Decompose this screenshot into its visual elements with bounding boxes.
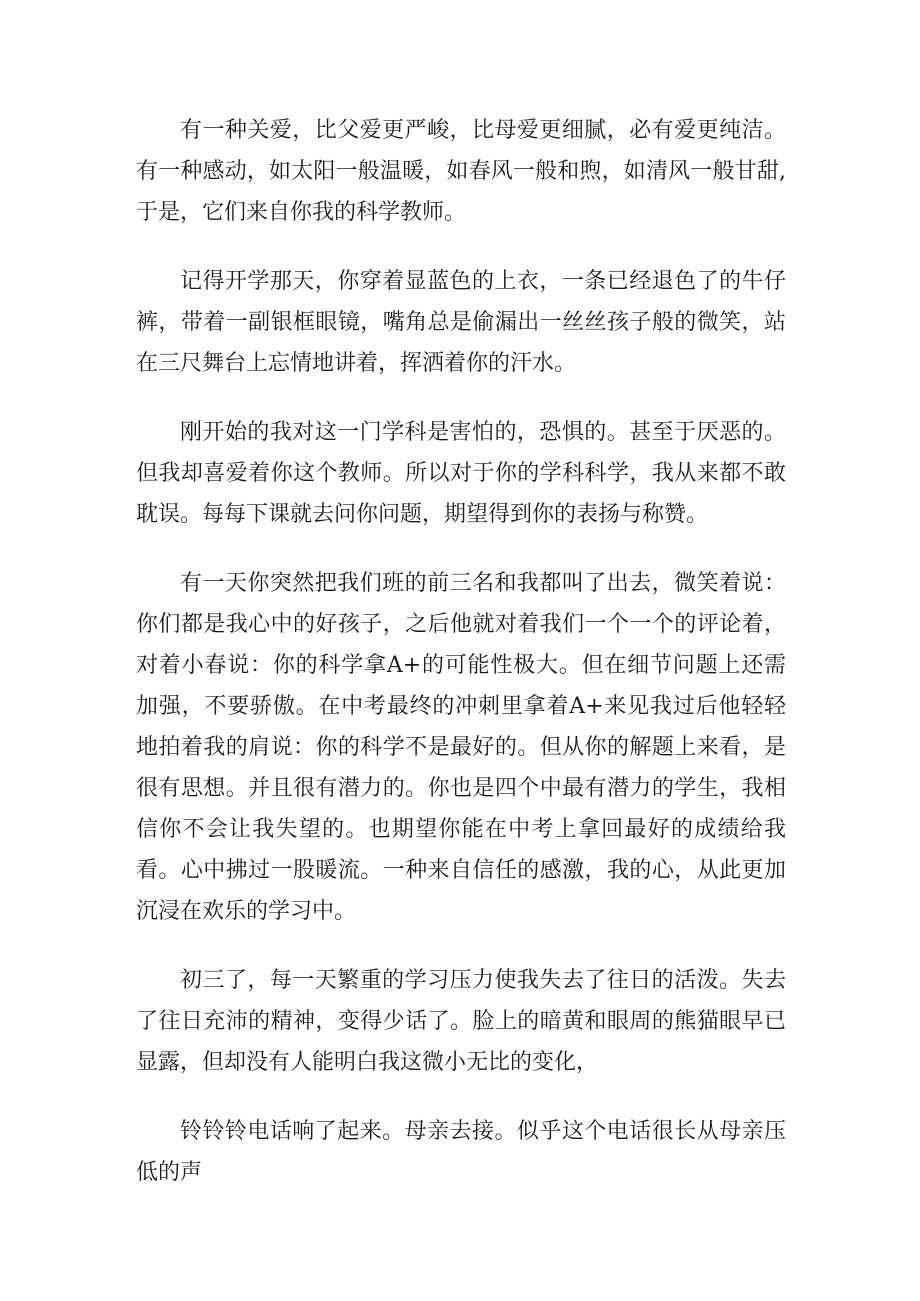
paragraph-5: 初三了，每一天繁重的学习压力使我失去了往日的活泼。失去了往日充沛的精神，变得少话了。脸上的暗黄和眼周的熊猫眼早已显露，但却没有人能明白我这微小无比的变化， (136, 968, 786, 1075)
document-body (136, 110, 786, 1193)
paragraph-6: 铃铃铃电话响了起来。母亲去接。似乎这个电话很长从母亲压低的声 (136, 1119, 786, 1185)
paragraph-1: 有一种关爱，比父爱更严峻，比母爱更细腻，必有爱更纯洁。有一种感动，如太阳一般温暖，如春风一般和煦，如清风一般甘甜,于是，它们来自你我的科学教师。 (136, 118, 786, 225)
paragraph-2: 记得开学那天，你穿着显蓝色的上衣，一条已经退色了的牛仔裤，带着一副银框眼镜，嘴角总是偷漏出一丝丝孩子般的微笑，站在三尺舞台上忘情地讲着，挥洒着你的汗水。 (136, 269, 786, 376)
paragraph-4: 有一天你突然把我们班的前三名和我都叫了出去，微笑着说：你们都是我心中的好孩子，之后他就对着我们一个一个的评论着，对着小春说：你的科学拿A+的可能性极大。但在细节问题上还需加强，不要骄傲。在中考最终的冲刺里拿着A+来见我过后他轻轻地拍着我的肩说：你的科学不是最好的。但从你的解题上来看，是很有思想。并且很有潜力的。你也是四个中最有潜力的学生，我相信你不会让我失望的。也期望你能在中考上拿回最好的成绩给我看。心中拂过一股暖流。一种来自信任的感激，我的心，从此更加沉浸在欢乐的学习中。 (136, 571, 786, 924)
paragraph-3: 刚开始的我对这一门学科是害怕的，恐惧的。甚至于厌恶的。但我却喜爱着你这个教师。所以对于你的学科科学，我从来都不敢耽误。每每下课就去问你问题，期望得到你的表扬与称赞。 (136, 420, 786, 527)
